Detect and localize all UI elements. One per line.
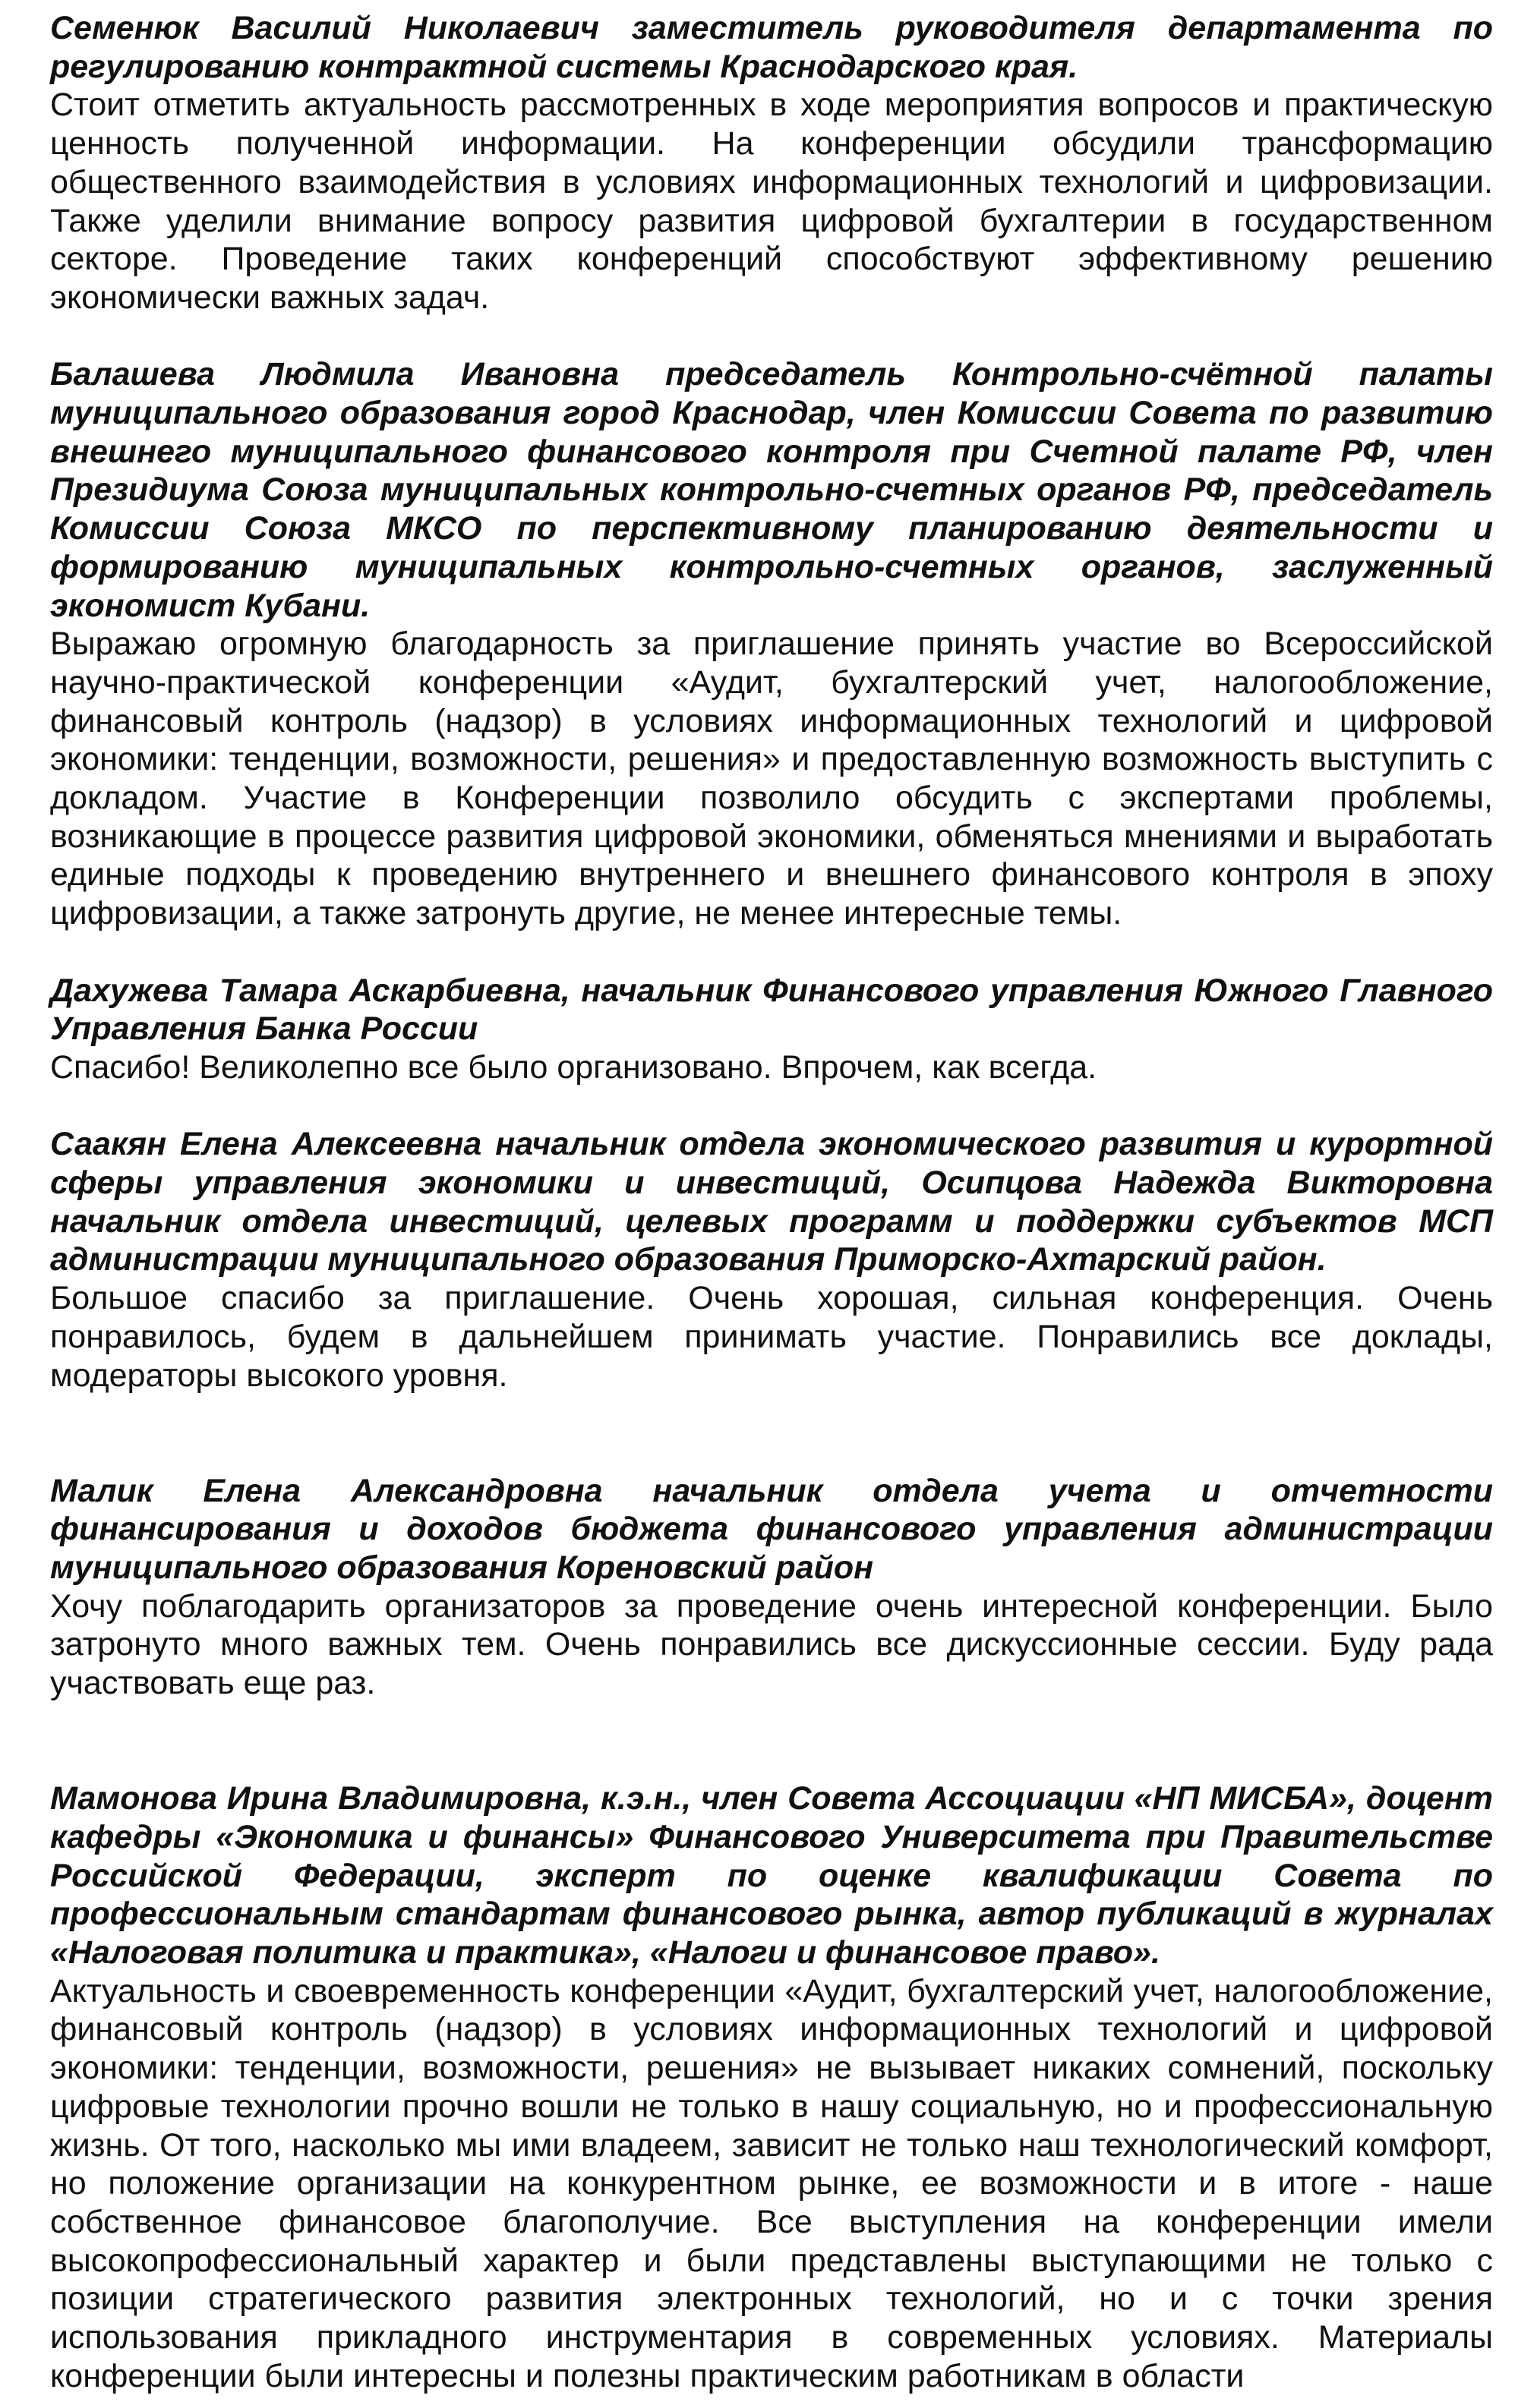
entry-author: Дахужева Тамара Аскарбиевна, начальник Финансового управления Южного Главного Управления Банка России xyxy=(50,972,1493,1048)
review-entry xyxy=(50,9,1493,317)
review-entry xyxy=(50,1125,1493,1395)
entry-text: Большое спасибо за приглашение. Очень хорошая, сильная конференция. Очень понравилось, будем в дальнейшем принимать участие. Понравились все доклады, модераторы высокого уровня. xyxy=(50,1280,1493,1394)
document-page xyxy=(50,9,1493,2396)
paragraph-gap xyxy=(50,933,1493,972)
entry-author: Саакян Елена Алексеевна начальник отдела экономического развития и курортной сферы управления экономики и инвестиций, Осипцова Надежда Викторовна начальник отдела инвестиций, целевых программ и поддержки субъектов МСП администрации муниципального образования Приморско-Ахтарский район. xyxy=(50,1126,1493,1278)
entry-author: Семенюк Василий Николаевич заместитель руководителя департамента по регулированию контрактной системы Краснодарского края. xyxy=(50,10,1493,85)
entry-author: Балашева Людмила Ивановна председатель Контрольно-счётной палаты муниципального образования город Краснодар, член Комиссии Совета по развитию внешнего муниципального финансового контроля при Счетной палате РФ, член Президиума Союза муниципальных контрольно-счетных органов РФ, председатель Комиссии Союза МКСО по перспективному планированию деятельности и формированию муниципальных контрольно-счетных органов, заслуженный экономист Кубани. xyxy=(50,356,1493,624)
entry-author: Мамонова Ирина Владимировна, к.э.н., член Совета Ассоциации «НП МИСБА», доцент кафедры «Экономика и финансы» Финансового Университета при Правительстве Российской Федерации, эксперт по оценке квалификации Совета по профессиональным стандартам финансового рынка, автор публикаций в журналах «Налоговая политика и практика», «Налоги и финансовое право». xyxy=(50,1780,1493,1971)
paragraph-gap xyxy=(50,1087,1493,1126)
review-entry xyxy=(50,1472,1493,1703)
entry-text: Актуальность и своевременность конференции «Аудит, бухгалтерский учет, налогообложение, финансовый контроль (надзор) в условиях информационных технологий и цифровой экономики: тенденции, возможности, решения» не вызывает никаких сомнений, поскольку цифровые технологии прочно вошли не только в нашу социальную, но и профессиональную жизнь. От того, насколько мы ими владеем, зависит не только наш технологический комфорт, но положение организации на конкурентном рынке, ее возможности и в итоге - наше собственное финансовое благополучие. Все выступления на конференции имели высокопрофессиональный характер и были представлены выступающими не только с позиции стратегического развития электронных технологий, но и с точки зрения использования прикладного инструментария в современных условиях. Материалы конференции были интересны и полезны практическим работникам в области xyxy=(50,1972,1493,2394)
paragraph-gap xyxy=(50,1703,1493,1779)
entry-text: Стоит отметить актуальность рассмотренных в ходе мероприятия вопросов и практическую ценность полученной информации. На конференции обсудили трансформацию общественного взаимодействия в условиях информационных технологий и цифровизации. Также уделили внимание вопросу развития цифровой бухгалтерии в государственном секторе. Проведение таких конференций способствуют эффективному решению экономически важных задач. xyxy=(50,87,1493,316)
entry-text: Хочу поблагодарить организаторов за проведение очень интересной конференции. Было затронуто много важных тем. Очень понравились все дискуссионные сессии. Буду рада участвовать еще раз. xyxy=(50,1587,1493,1702)
review-entry xyxy=(50,1779,1493,2395)
entry-text: Спасибо! Великолепно все было организовано. Впрочем, как всегда. xyxy=(50,1048,1097,1086)
entry-author: Малик Елена Александровна начальник отдела учета и отчетности финансирования и доходов бюджета финансового управления администрации муниципального образования Кореновский район xyxy=(50,1472,1493,1587)
review-entry xyxy=(50,972,1493,1087)
paragraph-gap xyxy=(50,317,1493,356)
review-entry xyxy=(50,355,1493,933)
entry-text: Выражаю огромную благодарность за приглашение принять участие во Всероссийской научно-практической конференции «Аудит, бухгалтерский учет, налогообложение, финансовый контроль (надзор) в условиях информационных технологий и цифровой экономики: тенденции, возможности, решения» и предоставленную возможность выступить с докладом. Участие в Конференции позволило обсудить с экспертами проблемы, возникающие в процессе развития цифровой экономики, обменяться мнениями и выработать единые подходы к проведению внутреннего и внешнего финансового контроля в эпоху цифровизации, а также затронуть другие, не менее интересные темы. xyxy=(50,626,1493,932)
paragraph-gap xyxy=(50,1395,1493,1471)
